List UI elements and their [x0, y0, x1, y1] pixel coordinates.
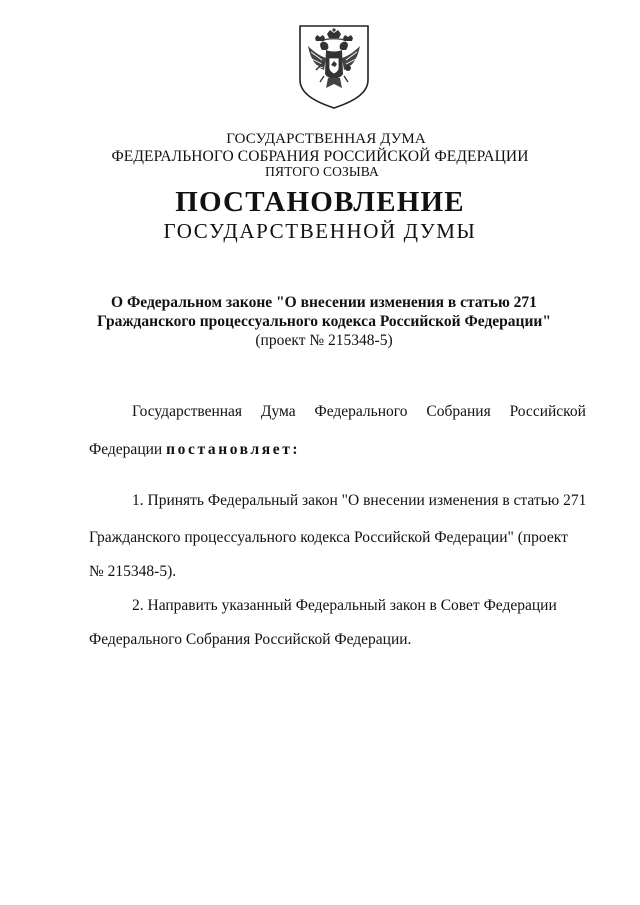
intro-line-2 — [89, 441, 586, 459]
item-2-line-1: 2. Направить указанный Федеральный закон в Совет Федерации — [132, 597, 557, 614]
intro-word: Федерального — [314, 403, 408, 420]
bill-number-line: (проект № 215348-5) — [255, 332, 393, 349]
convocation-line: ПЯТОГО СОЗЫВА — [265, 164, 379, 179]
intro-word: Российской — [509, 403, 586, 420]
coat-of-arms-icon — [296, 22, 372, 112]
item-1-line-3: № 215348-5). — [89, 563, 177, 580]
org-name-line-1: ГОСУДАРСТВЕННАЯ ДУМА — [226, 131, 426, 147]
subject-line-2: Гражданского процессуального кодекса Российской Федерации" — [97, 313, 551, 330]
item-1-line-2: Гражданского процессуального кодекса Российской Федерации" (проект — [89, 529, 568, 546]
intro-word: Собрания — [426, 403, 491, 420]
intro-word: Государственная — [132, 403, 243, 420]
intro-line-2-start: Федерации — [89, 441, 163, 458]
document-subtitle: ГОСУДАРСТВЕННОЙ ДУМЫ — [163, 219, 477, 243]
intro-word: Дума — [260, 403, 296, 420]
intro-line-1 — [132, 403, 586, 421]
item-1-line-1: 1. Принять Федеральный закон "О внесении изменения в статью 271 — [132, 492, 587, 509]
org-name-line-2: ФЕДЕРАЛЬНОГО СОБРАНИЯ РОССИЙСКОЙ ФЕДЕРАЦИИ — [111, 148, 529, 165]
document-title: ПОСТАНОВЛЕНИЕ — [175, 186, 465, 218]
subject-line-1: О Федеральном законе "О внесении изменения в статью 271 — [111, 294, 537, 311]
item-2-line-2: Федерального Собрания Российской Федерации. — [89, 631, 412, 648]
resolves-word: постановляет: — [166, 441, 301, 458]
